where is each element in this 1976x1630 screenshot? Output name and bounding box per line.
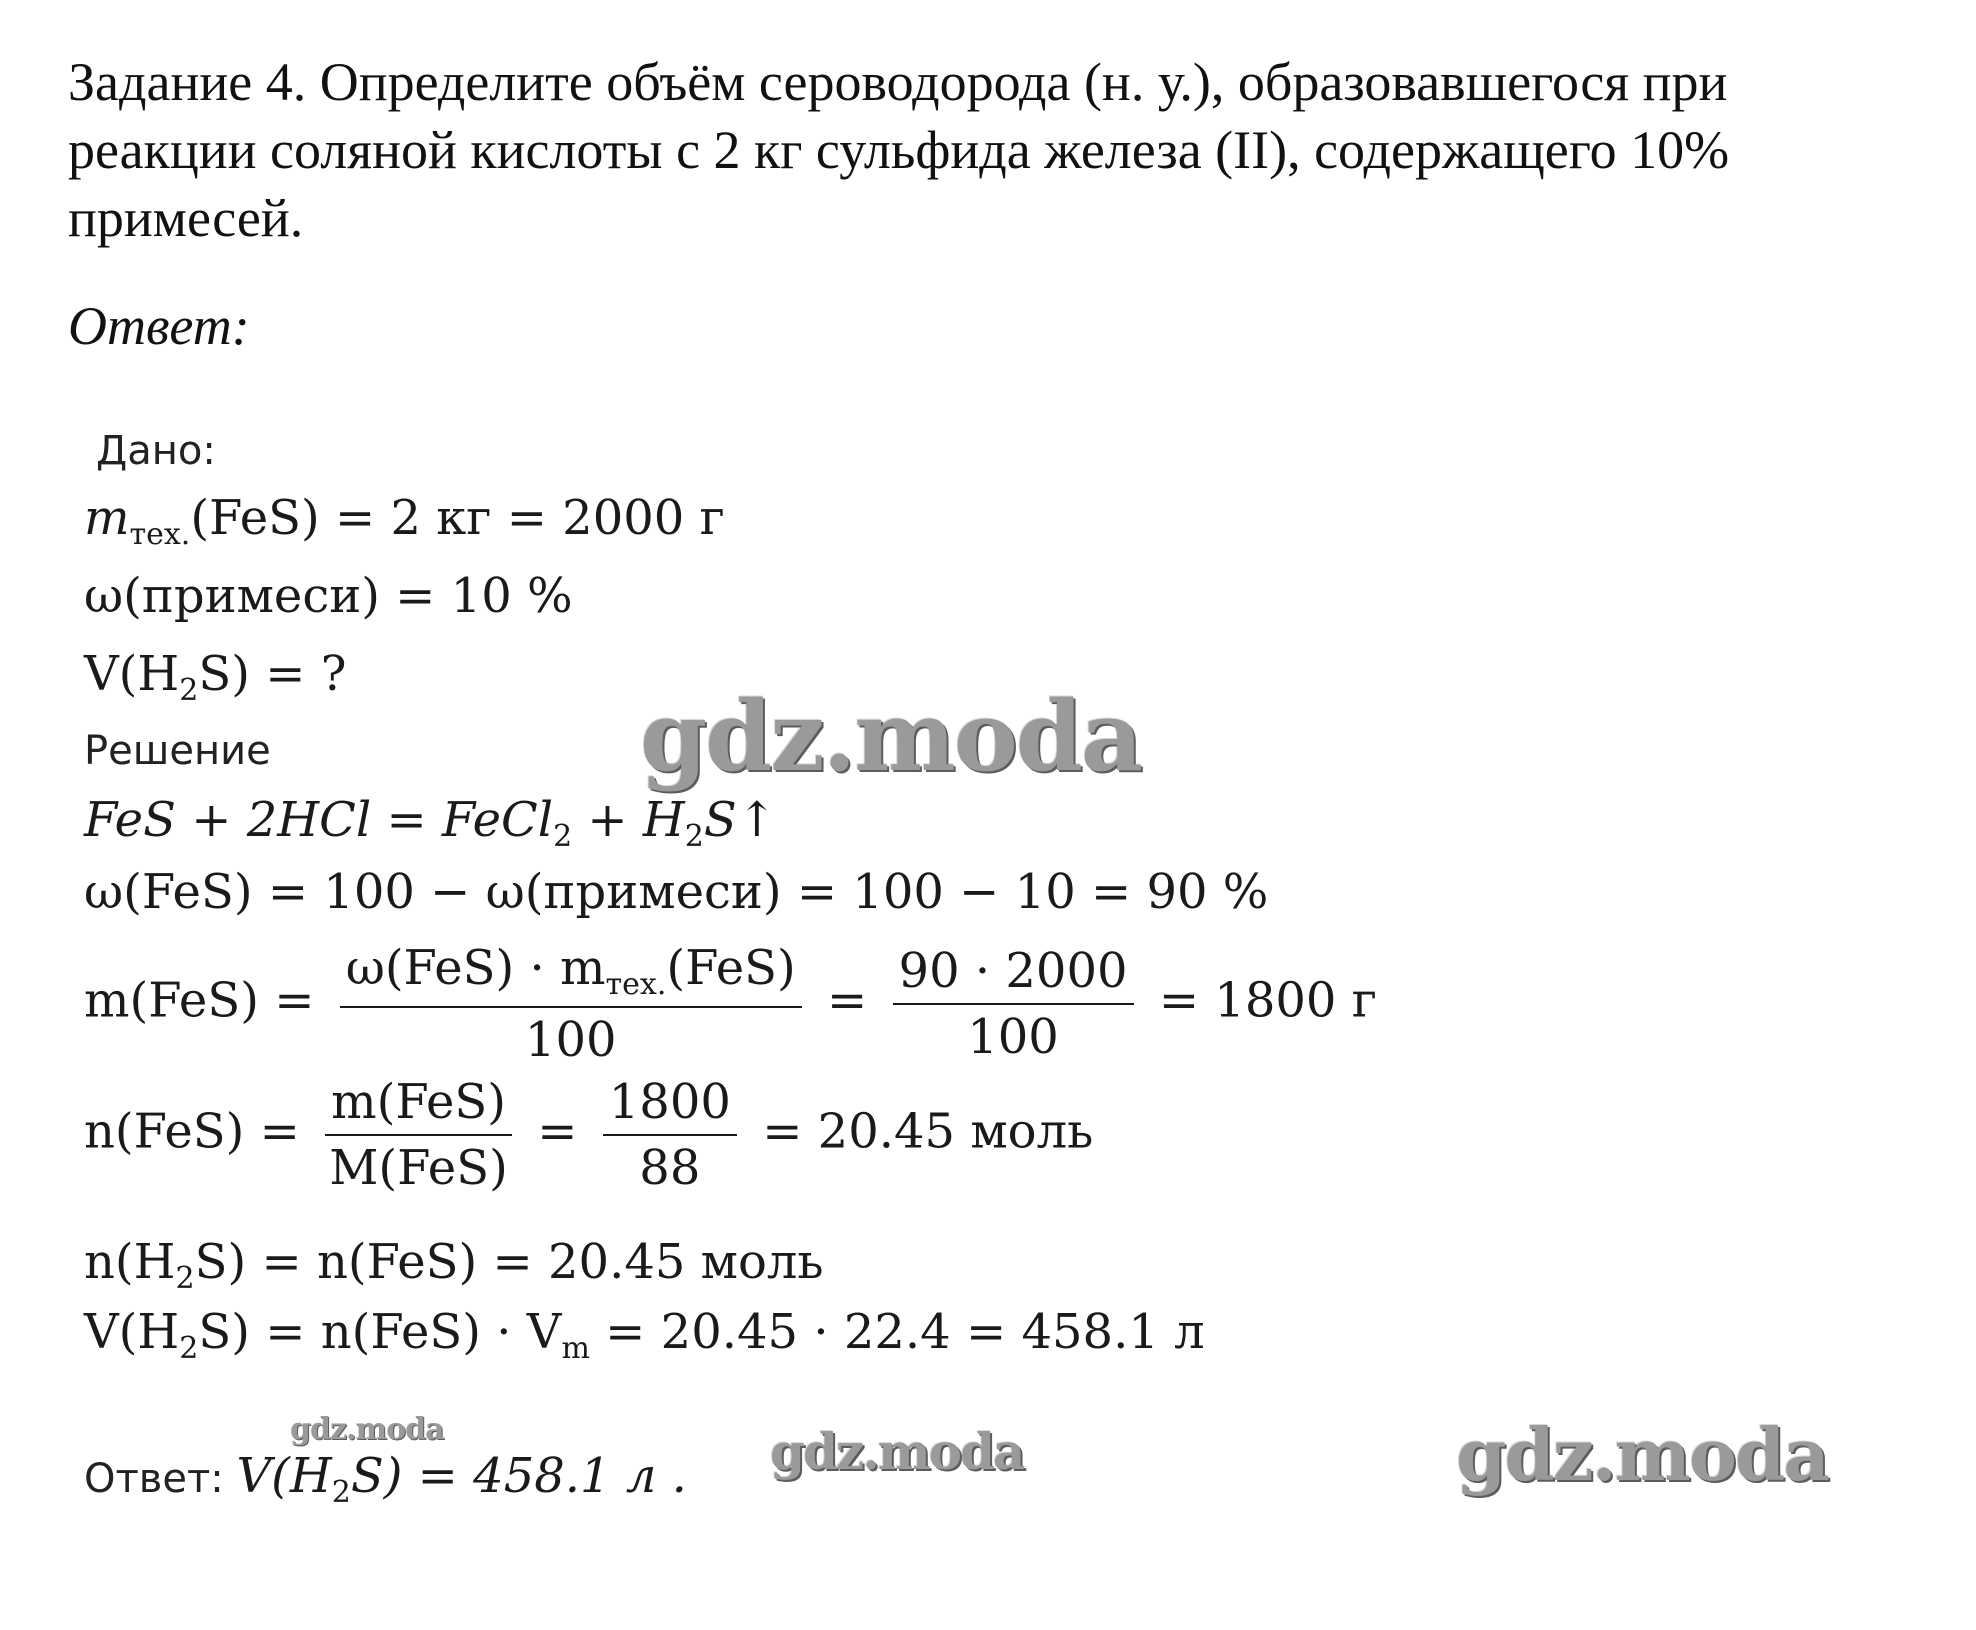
reaction-part-2: + H <box>572 792 685 848</box>
given-unknown-rest: S) = ? <box>198 646 347 702</box>
moles-h2s-line <box>84 1234 824 1296</box>
final-answer-line <box>84 1448 687 1510</box>
moles-lhs: n(FeS) = <box>84 1103 300 1160</box>
given-label: Дано: <box>96 428 216 474</box>
moles-fraction-1-denominator: M(FeS) <box>329 1140 508 1196</box>
mass-result: = 1800 г <box>1158 972 1377 1029</box>
mass-fraction-1 <box>340 940 802 1068</box>
final-answer-expression <box>236 1448 687 1510</box>
given-mass-rest: (FeS) = 2 кг = 2000 г <box>190 490 725 546</box>
mass-fraction-2-numerator: 90 · 2000 <box>893 943 1134 1005</box>
moles-equals: = <box>537 1103 578 1160</box>
mass-fraction-1-denominator: 100 <box>524 1012 617 1068</box>
watermark-bottom-right: gdz.moda <box>1456 1412 1828 1497</box>
reaction-part-3: S↑ <box>703 792 777 848</box>
given-mass-line: $m_{тех.}(FeS) = 2$ кг = 2000 г <box>84 490 725 552</box>
vol-prefix: V(H <box>84 1304 180 1360</box>
final-prefix: V(H <box>236 1448 332 1504</box>
given-unknown-subscript: 2 <box>179 673 199 708</box>
mass-lhs: m(FeS) = <box>84 972 315 1029</box>
reaction-sub-2: 2 <box>684 819 704 854</box>
moles-fraction-1-numerator: m(FeS) <box>325 1074 512 1136</box>
answer-heading: Ответ: <box>68 296 250 356</box>
reaction-sub-1: 2 <box>553 819 573 854</box>
watermark-small-top: gdz.moda <box>290 1412 444 1447</box>
given-unknown-line <box>84 646 346 708</box>
moles-fraction-2-numerator: 1800 <box>603 1074 737 1136</box>
vol-sub: 2 <box>179 1331 199 1366</box>
final-rest: S) = 458.1 л . <box>350 1448 687 1504</box>
omega-fes-line: ω(FeS) = 100 − ω(примеси) = 100 − 10 = 90 % <box>84 864 1269 920</box>
reaction-part-1: FeS + 2HCl = FeCl <box>84 792 554 848</box>
final-sub: 2 <box>331 1475 351 1510</box>
nh2s-rest: S) = n(FeS) = 20.45 моль <box>194 1234 824 1290</box>
mass-num-sub: тех. <box>605 967 667 1002</box>
mass-fraction-2 <box>893 943 1134 1065</box>
given-impurity-line: ω(примеси) = 10 % <box>84 568 573 624</box>
moles-fraction-2-denominator: 88 <box>639 1140 701 1196</box>
vol-rest: = 20.45 · 22.4 = 458.1 л <box>589 1304 1205 1360</box>
mass-num-b: (FeS) <box>666 940 796 996</box>
nh2s-sub: 2 <box>175 1261 195 1296</box>
reaction-equation <box>84 792 777 854</box>
given-unknown-prefix: V(H <box>84 646 180 702</box>
mass-num-a: ω(FeS) · m <box>345 940 606 996</box>
vol-mid: S) = n(FeS) · V <box>198 1304 562 1360</box>
mass-fraction-2-denominator: 100 <box>967 1009 1059 1065</box>
nh2s-prefix: n(H <box>84 1234 176 1290</box>
final-answer-label: Ответ: <box>84 1456 237 1502</box>
mass-equals: = <box>827 972 868 1029</box>
moles-fraction-2 <box>603 1074 737 1196</box>
solution-label: Решение <box>84 728 271 774</box>
moles-result: = 20.45 моль <box>762 1103 1094 1160</box>
mass-fes-line <box>84 940 1377 1068</box>
task-text: Задание 4. Определите объём сероводорода (н. у.), образовавшегося при реакции соляной кислоты с 2 кг сульфида железа (II), содержащего 10% примесей. <box>68 52 1730 248</box>
vol-sub-m: m <box>561 1331 590 1366</box>
volume-h2s-line <box>84 1304 1205 1366</box>
watermark-bottom-middle: gdz.moda <box>770 1422 1024 1481</box>
given-mass-subscript: тех. <box>129 517 191 552</box>
moles-fes-line <box>84 1074 1093 1196</box>
moles-fraction-1 <box>325 1074 512 1196</box>
watermark-center: gdz.moda <box>640 680 1142 793</box>
mass-fraction-1-numerator <box>340 940 802 1008</box>
